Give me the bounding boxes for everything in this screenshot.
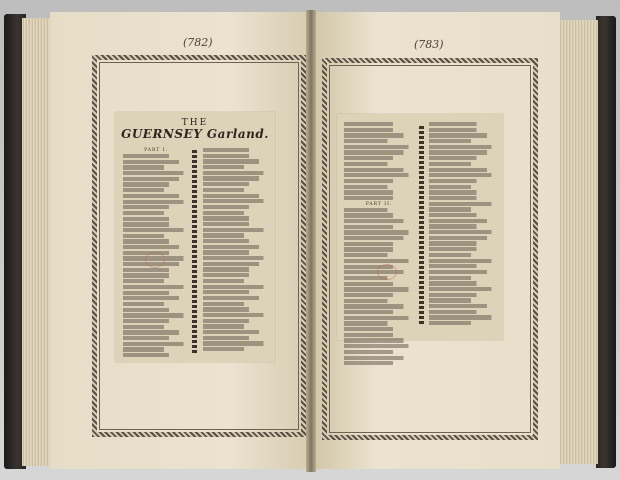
part-heading: PART I. bbox=[144, 148, 168, 153]
right-text-column-1 bbox=[344, 122, 414, 367]
broadside-title: GUERNSEY Garland. bbox=[121, 127, 269, 141]
right-broadside bbox=[337, 114, 503, 340]
library-stamp bbox=[145, 252, 165, 268]
book-gutter bbox=[306, 10, 316, 472]
book-cover-right bbox=[596, 16, 616, 468]
page-edges-right bbox=[556, 20, 598, 464]
right-page-number: (783) bbox=[414, 38, 444, 51]
column-divider bbox=[192, 150, 197, 354]
column-divider bbox=[419, 126, 424, 326]
right-text-column-2 bbox=[429, 122, 497, 327]
left-broadside bbox=[115, 112, 275, 362]
part-heading: PART II. bbox=[365, 201, 393, 207]
left-page-number: (782) bbox=[183, 36, 213, 49]
page-edges-left bbox=[22, 18, 52, 466]
title-prefix: THE bbox=[181, 118, 209, 128]
library-stamp bbox=[377, 264, 397, 280]
left-text-column-2 bbox=[203, 148, 269, 353]
